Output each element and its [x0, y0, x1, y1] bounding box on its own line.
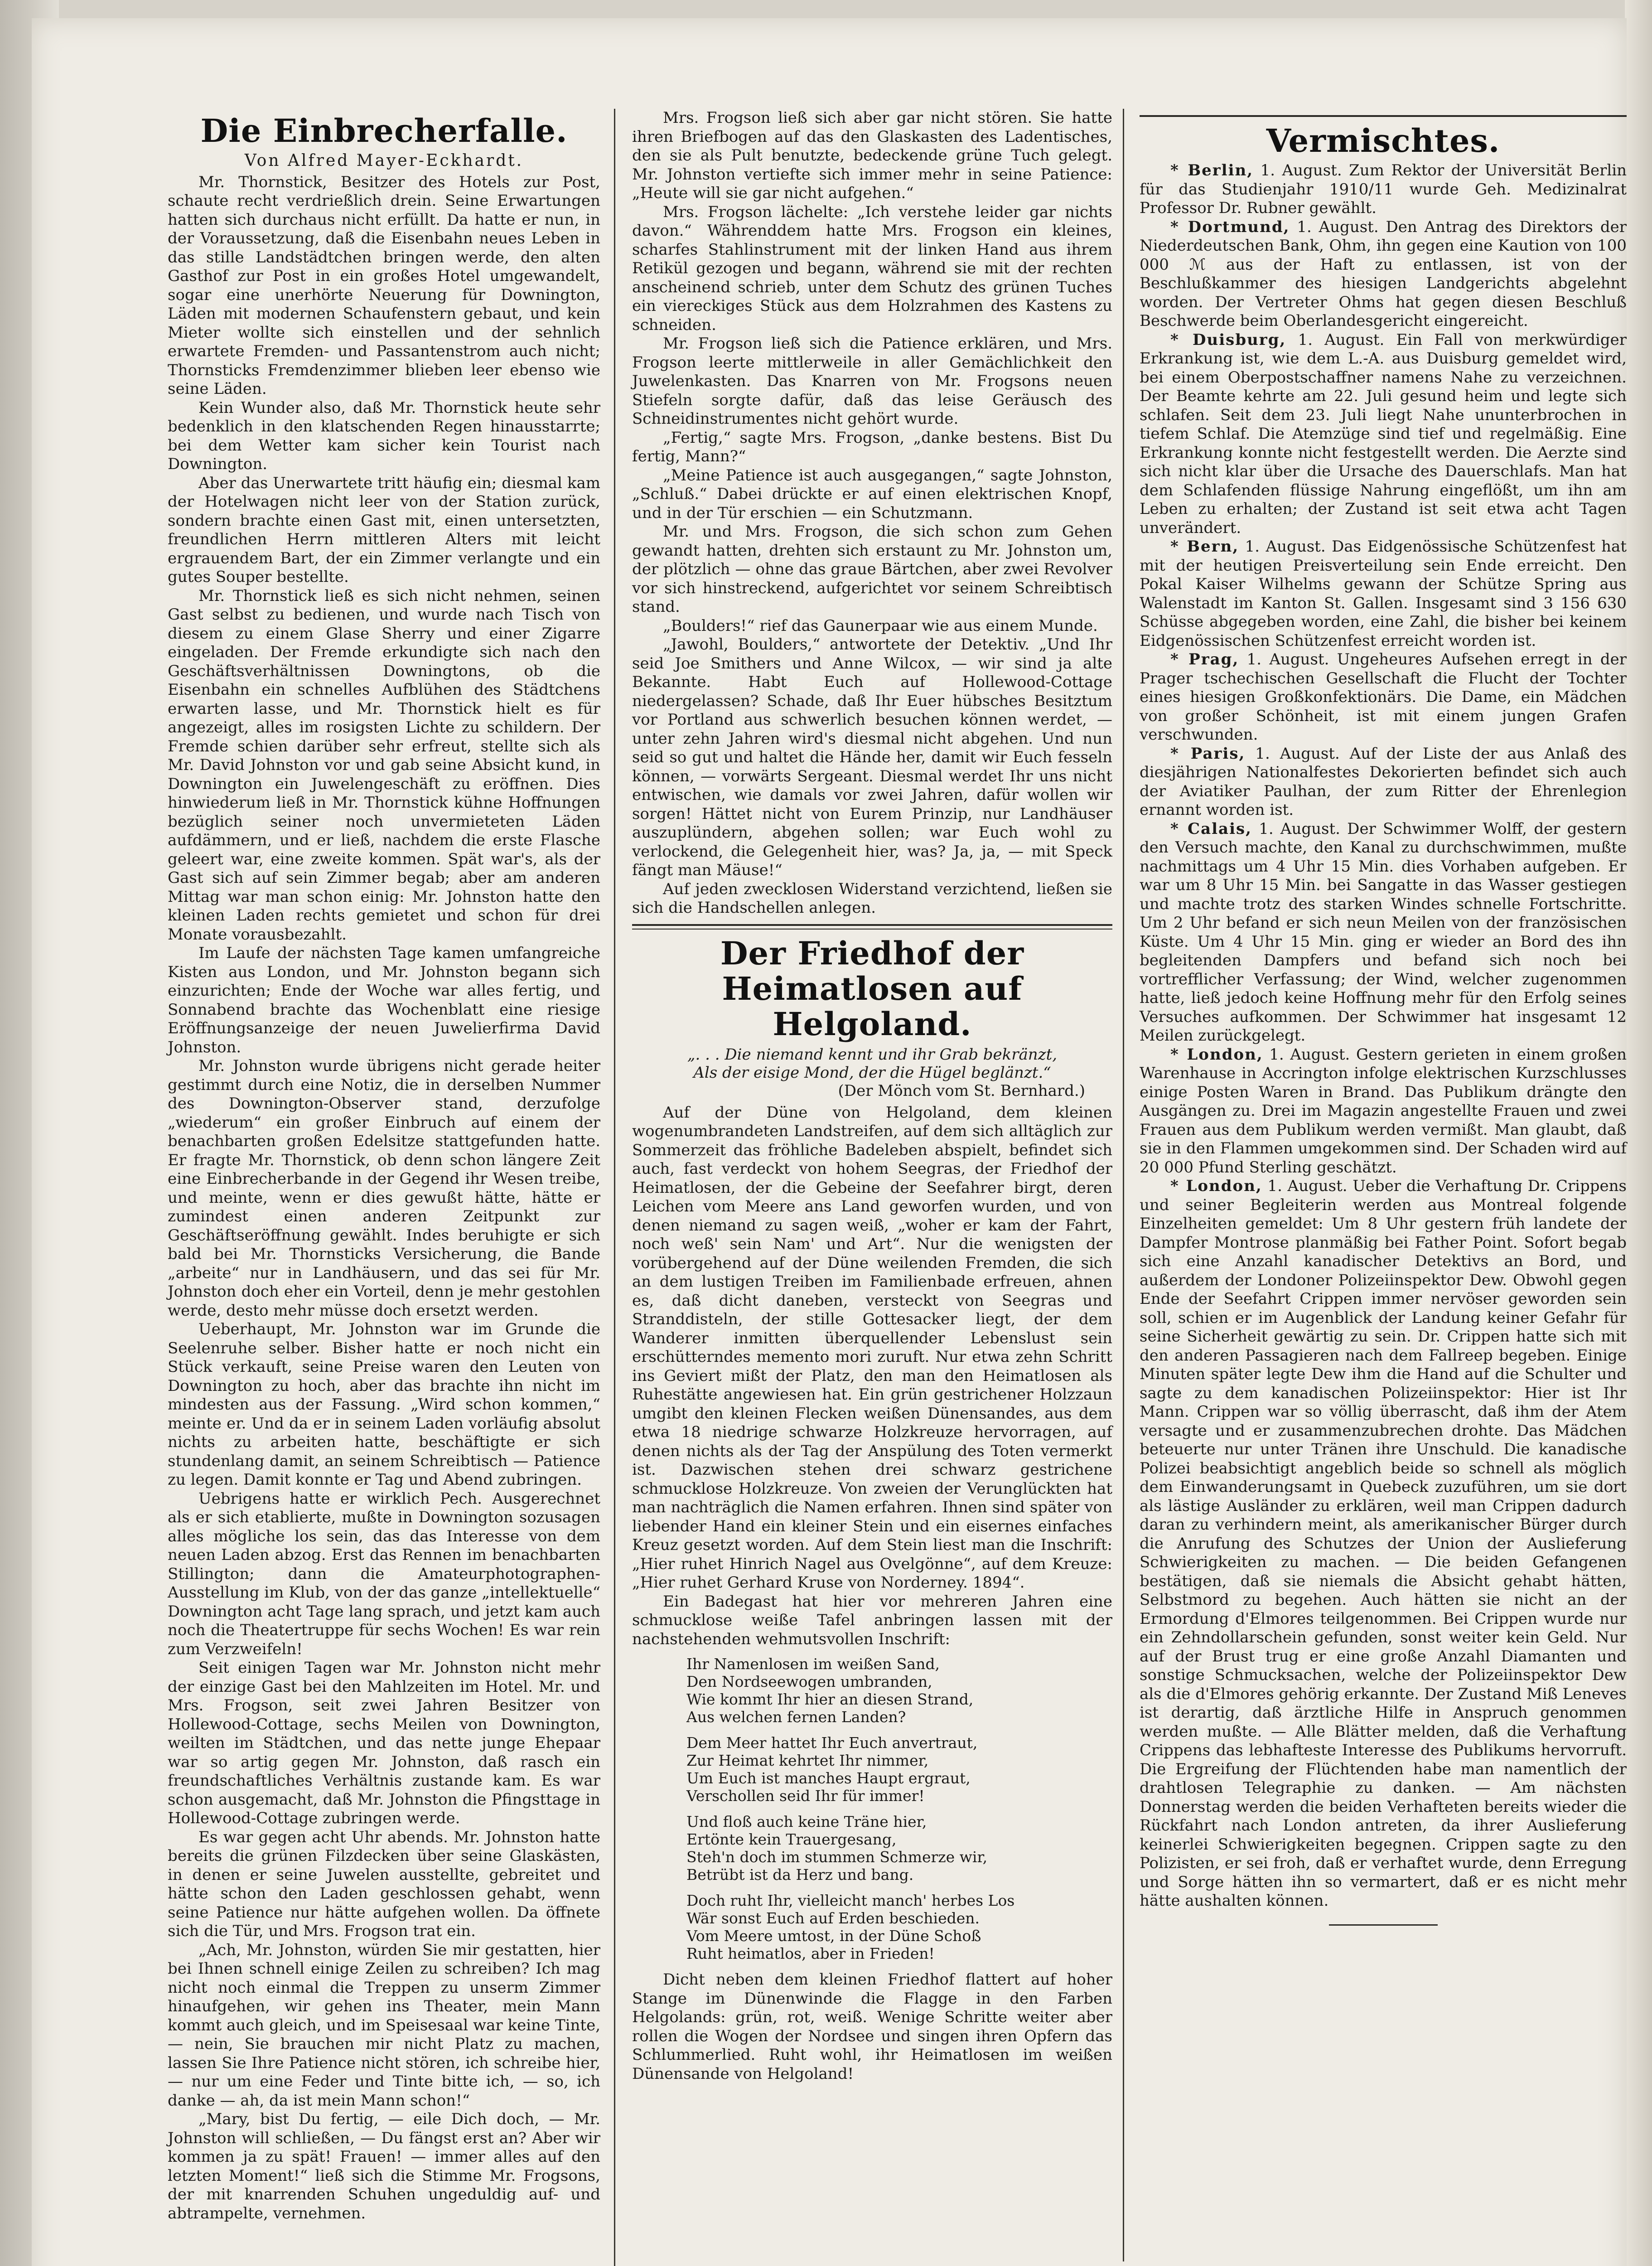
- poem-line: Und floß auch keine Träne hier,: [686, 1813, 927, 1830]
- news-text: 1. August. Auf der Liste der aus Anlaß des diesjährigen Nationalfestes Dekorierten befindet sich auch der Aviatiker Paulhan, der zum Ritter der Ehrenlegion ernannt worden ist.: [1140, 744, 1627, 819]
- story-paragraph: „Fertig,“ sagte Mrs. Frogson, „danke bestens. Bist Du fertig, Mann?“: [632, 428, 1112, 465]
- epigraph-line: „. . . Die niemand kennt und ihr Grab bekränzt,: [687, 1045, 1058, 1064]
- story-paragraph: Auf jeden zwecklosen Widerstand verzichtend, ließen sie sich die Handschellen anlegen.: [632, 880, 1112, 917]
- poem-line: Vom Meere umtost, in der Düne Schoß: [686, 1927, 981, 1945]
- column-1: [168, 109, 600, 2222]
- story-paragraph: Im Laufe der nächsten Tage kamen umfangreiche Kisten aus London, und Mr. Johnston begann sich einzurichten; Ende der Woche war alles fertig, und Sonnabend brachte das Wochenblatt eine riesige Eröffnungsanzeige der neuen Juwelierfirma David Johnston.: [168, 944, 600, 1056]
- news-item: [1140, 161, 1627, 218]
- poem-stanza: [686, 1892, 1112, 1962]
- news-place: * London,: [1170, 1177, 1262, 1195]
- column-3: [1140, 109, 1627, 2198]
- news-text: 1. August. Gestern gerieten in einem großen Warenhause in Accrington infolge elektrischen Kurzschlusses einige Posten Waren in Brand. Das Publikum drängte den Ausgängen zu. Drei im Magazin angestellte Frauen und zwei Frauen aus dem Publikum werden vermißt. Man glaubt, daß sie in den Flammen umgekommen sind. Der Schaden wird auf 20 000 Pfund Sterling geschätzt.: [1140, 1045, 1627, 1177]
- epigraph-source: (Der Mönch vom St. Bernhard.): [838, 1081, 1085, 1100]
- news-text: 1. August. Ungeheures Aufsehen erregt in der Prager tschechischen Gesellschaft die Flucht der Tochter eines hiesigen Großkonfektionärs. Die Dame, ein Mädchen von großer Schönheit, ist mit einem jungen Grafen verschwunden.: [1140, 650, 1627, 744]
- section-divider: [632, 924, 1112, 930]
- poem-line: Aus welchen fernen Landen?: [686, 1708, 906, 1726]
- story-paragraph: „Meine Patience ist auch ausgegangen,“ sagte Johnston, „Schluß.“ Dabei drückte er auf einen elektrischen Knopf, und in der Tür erschien — ein Schutzmann.: [632, 466, 1112, 522]
- story-byline: Von Alfred Mayer-Eckhardt.: [244, 151, 524, 170]
- poem-line: Um Euch ist manches Haupt ergraut,: [686, 1769, 971, 1787]
- column-rule: [614, 109, 615, 2266]
- story-paragraph: Uebrigens hatte er wirklich Pech. Ausgerechnet als er sich etablierte, mußte in Downington sozusagen alles mögliche los sein, das das Interesse von dem neuen Laden abzog. Erst das Rennen im benachbarten Stillington; dann die Amateurphotographen-Ausstellung im Klub, von der das ganze „intellektuelle“ Downington acht Tage lang sprach, und jetzt kam auch noch die Theatertruppe für sechs Wochen! Es war rein zum Verzweifeln!: [168, 1489, 600, 1658]
- news-text: 1. August. Der Schwimmer Wolff, der gestern den Versuch machte, den Kanal zu durchschwimmen, mußte nachmittags um 4 Uhr 15 Min. dies Vorhaben aufgeben. Er war um 8 Uhr 15 Min. bei Sangatte in das Wasser gestiegen und machte trotz des starken Windes schnelle Fortschritte. Um 2 Uhr befand er sich neun Meilen von der französischen Küste. Um 4 Uhr 15 Min. ging er wieder an Bord des ihn begleitenden Dampfers und befand sich noch bei vortrefflicher Verfassung; der Wind, welcher zugenommen hatte, ließ jedoch keine Hoffnung mehr für den Erfolg seines Versuches aufkommen. Der Schwimmer hat insgesamt 12 Meilen zurückgelegt.: [1140, 819, 1627, 1045]
- cemetery-title: Der Friedhof der Heimatlosen auf Helgoland.: [720, 934, 1024, 1043]
- news-item: [1140, 1046, 1627, 1177]
- story-paragraph: „Boulders!“ rief das Gaunerpaar wie aus einem Munde.: [663, 616, 1098, 635]
- column-rule: [1123, 109, 1124, 2261]
- story-paragraph: Mrs. Frogson lächelte: „Ich verstehe leider gar nichts davon.“ Währenddem hatte Mrs. Frogson ein kleines, scharfes Stahlinstrument mit der linken Hand aus ihrem Retikül gezogen und begann, während sie mit der rechten anscheinend schrieb, unter dem Schutz des grünen Tuches ein viereckiges Stück aus dem Holzrahmen des Kastens zu schneiden.: [632, 203, 1112, 334]
- story-paragraph: Mr. Frogson ließ sich die Patience erklären, und Mrs. Frogson leerte mittlerweile in aller Gemächlichkeit den Juwelenkasten. Das Knarren von Mr. Frogsons neuen Stiefeln sorgte dafür, daß das leise Geräusch des Schneidinstrumentes nicht gehört wurde.: [632, 334, 1112, 428]
- story-paragraph: „Jawohl, Boulders,“ antwortete der Detektiv. „Und Ihr seid Joe Smithers und Anne Wilcox, — wir sind ja alte Bekannte. Habt Euch auf Hollewood-Cottage niedergelassen? Schade, daß Ihr Euer hübsches Besitztum vor Portland aus schwerlich besuchen können werdet, — unter zehn Jahren wird's diesmal nicht abgehen. Und nun seid so gut und haltet die Hände her, damit wir Euch fesseln können, — vorwärts Sergeant. Diesmal werdet Ihr uns nicht entwischen, wie damals vor zwei Jahren, dafür wollen wir sorgen! Hättet nicht von Eurem Prinzip, nur Landhäuser auszuplündern, abgehen sollen; war Euch wohl zu verlockend, die Gelegenheit hier, was? Ja, ja, — mit Speck fängt man Mäuse!“: [632, 635, 1112, 879]
- page-edge: [1625, 0, 1652, 2266]
- news-text: 1. August. Das Eidgenössische Schützenfest hat mit der heutigen Preisverteilung sein Ende erreicht. Den Pokal Kaiser Wilhelms gewann der Schütze Spring aus Walenstadt im Kanton St. Gallen. Insgesamt sind 3 156 630 Schüsse abgegeben worden, eine Zahl, die bisher bei keinem Eidgenössischen Schützenfest erreicht worden ist.: [1140, 537, 1627, 650]
- story-paragraph: „Ach, Mr. Johnston, würden Sie mir gestatten, hier bei Ihnen schnell einige Zeilen zu schreiben? Ich mag nicht noch einmal die Treppen zu unserm Zimmer hinaufgehen, wir gehen ins Theater, mein Mann kommt auch gleich, und im Speisesaal war keine Tinte, — nein, Sie brauchen mir nicht Platz zu machen, lassen Sie Ihre Patience nicht stören, ich schreibe hier, — nur um eine Feder und Tinte bitte ich, — so, ich danke — ah, da ist mein Mann schon!“: [168, 1941, 600, 2110]
- poem-line: Wär sonst Euch auf Erden beschieden.: [686, 1909, 980, 1927]
- news-item: [1140, 820, 1627, 1046]
- misc-title: Vermischtes.: [1266, 122, 1500, 160]
- story-paragraph: Ueberhaupt, Mr. Johnston war im Grunde die Seelenruhe selber. Bisher hatte er noch nicht ein Stück verkauft, seine Preise waren den Leuten von Downington zu hoch, aber das brachte ihn nicht im mindesten aus der Fassung. „Wird schon kommen,“ meinte er. Und da er in seinem Laden vorläufig absolut nichts zu arbeiten hatte, beschäftigte er sich stundenlang damit, an seinem Schreibtisch — Patience zu legen. Damit konnte er Tag und Abend zubringen.: [168, 1320, 600, 1489]
- poem-line: Verschollen seid Ihr für immer!: [686, 1787, 925, 1805]
- news-place: * London,: [1170, 1045, 1263, 1064]
- story-paragraph: Mr. Johnston wurde übrigens nicht gerade heiter gestimmt durch eine Notiz, die in derselben Nummer des Downington-Observer stand, derzufolge „wiederum“ ein großer Einbruch auf einem der benachbarten großen Edelsitze stattgefunden hatte. Er fragte Mr. Thornstick, ob denn schon längere Zeit eine Einbrecherbande in der Gegend ihr Wesen treibe, und meinte, wenn er dies gewußt hätte, hätte er zumindest einen anderen Zeitpunkt zur Geschäftseröffnung gewählt. Indes beruhigte er sich bald bei Mr. Thornsticks Versicherung, die Bande „arbeite“ nur in Landhäusern, und das sei für Mr. Johnston doch eher ein Vorteil, denn je mehr gestohlen werde, desto mehr müsse doch ersetzt werden.: [168, 1057, 600, 1320]
- news-text: 1. August. Ein Fall von merkwürdiger Erkrankung ist, wie dem L.-A. aus Duisburg gemeldet wird, bei einem Oberpostschaffner namens Nahe zu verzeichnen. Der Beamte kehrte am 22. Juli gesund heim und legte sich schlafen. Seit dem 23. Juli liegt Nahe ununterbrochen in tiefem Schlaf. Die Atemzüge sind tief und regelmäßig. Eine Erkrankung konnte nicht festgestellt werden. Die Aerzte sind sich nicht klar über die Ursache des Dauerschlafs. Man hat dem Schlafenden flüssige Nahrung eingeflößt, um ihn am Leben zu erhalten; der Zustand ist seit etwa acht Tagen unverändert.: [1140, 330, 1627, 537]
- poem-stanza: [686, 1813, 1112, 1883]
- story-paragraph: Es war gegen acht Uhr abends. Mr. Johnston hatte bereits die grünen Filzdecken über seine Glaskästen, in denen er seine Juwelen ausstellte, gebreitet und hätte schon den Laden geschlossen gehabt, wenn seine Patience nur hätte aufgehen wollen. Da öffnete sich die Tür, und Mrs. Frogson trat ein.: [168, 1828, 600, 1940]
- poem-line: Ertönte kein Trauergesang,: [686, 1830, 897, 1848]
- news-place: * Berlin,: [1170, 161, 1254, 179]
- poem: [686, 1655, 1112, 1962]
- column-2: [632, 109, 1112, 2198]
- story-paragraph: Mr. Thornstick ließ es sich nicht nehmen, seinen Gast selbst zu bedienen, und wurde nach Tisch von diesem zu einem Glase Sherry und einer Zigarre eingeladen. Der Fremde erkundigte sich nach den Geschäftsverhältnissen Downingtons, ob die Eisenbahn ein schnelles Aufblühen des Städtchens erwarten lasse, und Mr. Thornstick hielt es für angezeigt, alles im rosigsten Lichte zu schildern. Der Fremde schien darüber sehr erfreut, stellte sich als Mr. David Johnston vor und gab seine Absicht kund, in Downington ein Juwelengeschäft zu eröffnen. Dies hinwiederum ließ in Mr. Thornstick kühne Hoffnungen bezüglich seiner noch unvermieteten Läden aufdämmern, und er ließ, nachdem die erste Flasche geleert war, eine zweite kommen. Spät war's, als der Gast sich auf sein Zimmer begab; aber am anderen Mittag war man schon einig: Mr. Johnston hatte den kleinen Laden rechts gemietet und schon für drei Monate vorausbezahlt.: [168, 586, 600, 944]
- story-paragraph: Mr. und Mrs. Frogson, die sich schon zum Gehen gewandt hatten, drehten sich erstaunt zu Mr. Johnston um, der plötzlich — ohne das graue Bärtchen, aber zwei Revolver vor sich hinstreckend, aufgerichtet vor seinem Schreibtisch stand.: [632, 523, 1112, 616]
- cemetery-paragraph: Auf der Düne von Helgoland, dem kleinen wogenumbrandeten Landstreifen, auf dem sich alltäglich zur Sommerzeit das fröhliche Badeleben abspielt, befindet sich auch, fast verdeckt von hohem Seegras, der Friedhof der Heimatlosen, der die Gebeine der Seefahrer birgt, deren Leichen vom Meere ans Land geworfen wurden, und von denen niemand zu sagen weiß, „woher er kam der Fahrt, noch weß' sein Nam' und Art“. Nur die wenigsten der vorübergehend auf der Düne weilenden Fremden, die sich an dem lustigen Treiben im Familienbade erfreuen, ahnen es, daß dicht daneben, versteckt von Seegras und Stranddisteln, der stille Gottesacker liegt, der dem Wanderer inmitten überquellender Lebenslust sein erschütterndes memento mori zuruft. Nur etwa zehn Schritt ins Geviert mißt der Platz, den man den Heimatlosen als Ruhestätte angewiesen hat. Ein grün gestrichener Holzzaun umgibt den kleinen Flecken weißen Dünensandes, aus dem etwa 18 niedrige schwarze Holzkreuze hervorragen, auf denen nichts als der Tag der Anspülung des Toten vermerkt ist. Dazwischen stehen drei schwarz gestrichene schmucklose Holzkreuze. Von zweien der Verunglückten hat man nachträglich die Namen erfahren. Ihnen sind später von liebender Hand ein kleiner Stein und ein eisernes einfaches Kreuz gesetzt worden. Auf dem Stein liest man die Inschrift: „Hier ruhet Hinrich Nagel aus Ovelgönne“, auf dem Kreuze: „Hier ruhet Gerhard Kruse von Norderney. 1894“.: [632, 1103, 1112, 1592]
- news-text: 1. August. Zum Rektor der Universität Berlin für das Studienjahr 1910/11 wurde Geh. Medizinalrat Professor Dr. Rubner gewählt.: [1140, 161, 1627, 217]
- news-text: 1. August. Den Antrag des Direktors der Niederdeutschen Bank, Ohm, ihn gegen eine Kaution von 100 000 ℳ aus der Haft zu entlassen, ist von der Beschlußkammer des hiesigen Landgerichts abgelehnt worden. Der Vertreter Ohms hat gegen diesen Beschluß Beschwerde beim Oberlandesgericht eingereicht.: [1140, 218, 1627, 330]
- news-place: * Bern,: [1170, 537, 1239, 556]
- poem-line: Ruht heimatlos, aber in Frieden!: [686, 1945, 935, 1962]
- poem-line: Betrübt ist da Herz und bang.: [686, 1866, 914, 1883]
- news-item: [1140, 1177, 1627, 1911]
- news-place: * Prag,: [1170, 650, 1239, 668]
- news-item: [1140, 331, 1627, 538]
- news-place: * Duisburg,: [1170, 330, 1286, 349]
- story-title: Die Einbrecherfalle.: [200, 112, 568, 150]
- story-paragraph: Mr. Thornstick, Besitzer des Hotels zur Post, schaute recht verdrießlich drein. Seine Erwartungen hatten sich durchaus nicht erfüllt. Da hatte er nun, in der Voraussetzung, daß die Eisenbahn neues Leben in das stille Landstädtchen bringen werde, den alten Gasthof zur Post in ein großes Hotel umgewandelt, sogar eine unerhörte Neuerung für Downington, Läden mit modernen Schaufenstern gebaut, und kein Mieter wollte sich einstellen und der sehnlich erwartete Fremden- und Passantenstrom auch nicht; Thornsticks Fremdenzimmer blieben leer ebenso wie seine Läden.: [168, 173, 600, 398]
- news-item: [1140, 537, 1627, 650]
- epigraph-line: Als der eisige Mond, der die Hügel beglänzt.“: [693, 1063, 1051, 1082]
- poem-line: Dem Meer hattet Ihr Euch anvertraut,: [686, 1734, 978, 1752]
- cemetery-paragraph: Ein Badegast hat hier vor mehreren Jahren eine schmucklose weiße Tafel anbringen lassen mit der nachstehenden wehmutsvollen Inschrift:: [632, 1592, 1112, 1648]
- poem-line: Doch ruht Ihr, vielleicht manch' herbes Los: [686, 1892, 1015, 1909]
- news-place: * Dortmund,: [1170, 218, 1290, 236]
- poem-line: Zur Heimat kehrtet Ihr nimmer,: [686, 1752, 929, 1769]
- poem-line: Steh'n doch im stummen Schmerze wir,: [686, 1848, 988, 1866]
- poem-line: Ihr Namenlosen im weißen Sand,: [686, 1655, 940, 1673]
- story-paragraph: Kein Wunder also, daß Mr. Thornstick heute sehr bedenklich in den klatschenden Regen hinausstarrte; bei dem Wetter kam sicher kein Tourist nach Downington.: [168, 398, 600, 473]
- news-place: * Calais,: [1170, 819, 1252, 838]
- poem-stanza: [686, 1734, 1112, 1805]
- story-paragraph: „Mary, bist Du fertig, — eile Dich doch, — Mr. Johnston will schließen, — Du fängst erst an? Aber wir kommen ja zu spät! Frauen! — immer alles auf den letzten Moment!“ ließ sich die Stimme Mr. Frogsons, der mit knarrenden Schuhen ungeduldig auf- und abtrampelte, vernehmen.: [168, 2110, 600, 2222]
- news-text: 1. August. Ueber die Verhaftung Dr. Crippens und seiner Begleiterin werden aus Montreal folgende Einzelheiten gemeldet: Um 8 Uhr gestern früh landete der Dampfer Montrose planmäßig bei Father Point. Sofort begab sich eine Anzahl kanadischer Detektivs an Bord, und außerdem der Londoner Polizeiinspektor Dew. Obwohl gegen Ende der Seefahrt Crippen immer nervöser geworden sein soll, schien er im Augenblick der Landung keiner Gefahr für seine Sicherheit gewärtig zu sein. Dr. Crippen hatte sich mit den anderen Passagieren nach dem Fallreep begeben. Einige Minuten später legte Dew ihm die Hand auf die Schulter und sagte zu dem kanadischen Polizeiinspektor: Hier ist Ihr Mann. Crippen war so völlig überrascht, daß ihm der Atem versagte und er zusammenzubrechen drohte. Das Mädchen beteuerte nur unter Tränen ihre Unschuld. Die kanadische Polizei beabsichtigt angeblich beide so schnell als möglich dem Einwanderungsamt in Quebeck zuzuführen, um sie dort als lästige Ausländer zu erklären, weil man Crippen dadurch daran zu verhindern meint, als amerikanischer Bürger durch die Anrufung des Schutzes der Union der Auslieferung Schwierigkeiten zu machen. — Die beiden Gefangenen bestätigen, daß sie niemals die Absicht gehabt hätten, Selbstmord zu begehen. Auch hätten sie nicht an der Ermordung d'Elmores teilgenommen. Bei Crippen wurde nur ein Zehndollarschein gefunden, sonst weiter kein Geld. Nur auf der Brust trug er eine große Anzahl Diamanten und sonstige Schmucksachen, welche der Polizeiinspektor Dew als die d'Elmores gehörig erkannte. Der Zustand Miß Leneves ist derartig, daß ärztliche Hilfe in Anspruch genommen werden mußte. — Alle Blätter melden, daß die Verhaftung Crippens das lebhafteste Interesse des Publikums hervorruft. Die Ergreifung der Flüchtenden habe man namentlich der drahtlosen Telegraphie zu danken. — Am nächsten Donnerstag werden die beiden Verhafteten bereits wieder die Rückfahrt nach London antreten, da ihrer Auslieferung keinerlei Schwierigkeiten begegnen. Crippen sagte zu den Polizisten, er sei froh, daß er verhaftet wurde, denn Erregung und Sorge hätten ihn so vermartert, daß er es nicht mehr hätte aushalten können.: [1140, 1177, 1627, 1910]
- story-paragraph: Aber das Unerwartete tritt häufig ein; diesmal kam der Hotelwagen nicht leer von der Station zurück, sondern brachte einen Gast mit, einen untersetzten, freundlichen Herrn mittleren Alters mit leicht ergrauendem Bart, der ein Zimmer verlangte und ein gutes Souper bestellte.: [168, 474, 600, 586]
- poem-line: Wie kommt Ihr hier an diesen Strand,: [686, 1690, 974, 1708]
- news-item: [1140, 650, 1627, 745]
- news-item: [1140, 745, 1627, 820]
- poem-line: Den Nordseewogen umbranden,: [686, 1673, 932, 1690]
- story-paragraph: Seit einigen Tagen war Mr. Johnston nicht mehr der einzige Gast bei den Mahlzeiten im Hotel. Mr. und Mrs. Frogson, seit zwei Jahren Besitzer von Hollewood-Cottage, sechs Meilen von Downington, weilten im Städtchen, und das nette junge Ehepaar war so artig gegen Mr. Johnston, daß rasch ein freundschaftliches Verhältnis zustande kam. Es war schon ausgemacht, daß Mr. Johnston die Pfingsttage in Hollewood-Cottage zubringen werde.: [168, 1659, 600, 1827]
- end-rule: [1329, 1924, 1438, 1926]
- epigraph: [632, 1046, 1112, 1100]
- news-place: * Paris,: [1170, 744, 1246, 763]
- cemetery-closing: Dicht neben dem kleinen Friedhof flattert auf hoher Stange im Dünenwinde die Flagge in den Farben Helgolands: grün, rot, weiß. Wenige Schritte weiter aber rollen die Wogen der Nordsee und singen ihren Opfern das Schlummerlied. Ruht wohl, ihr Heimatlosen im weißen Dünensande von Helgoland!: [632, 1971, 1112, 2083]
- story-paragraph: Mrs. Frogson ließ sich aber gar nicht stören. Sie hatte ihren Briefbogen auf das den Glaskasten des Ladentisches, den sie als Pult benutzte, bedeckende grüne Tuch gelegt. Mr. Johnston vertiefte sich immer mehr in seine Patience: „Heute will sie gar nicht aufgehen.“: [632, 109, 1112, 202]
- section-divider: [1140, 115, 1627, 117]
- poem-stanza: [686, 1655, 1112, 1726]
- news-item: [1140, 218, 1627, 331]
